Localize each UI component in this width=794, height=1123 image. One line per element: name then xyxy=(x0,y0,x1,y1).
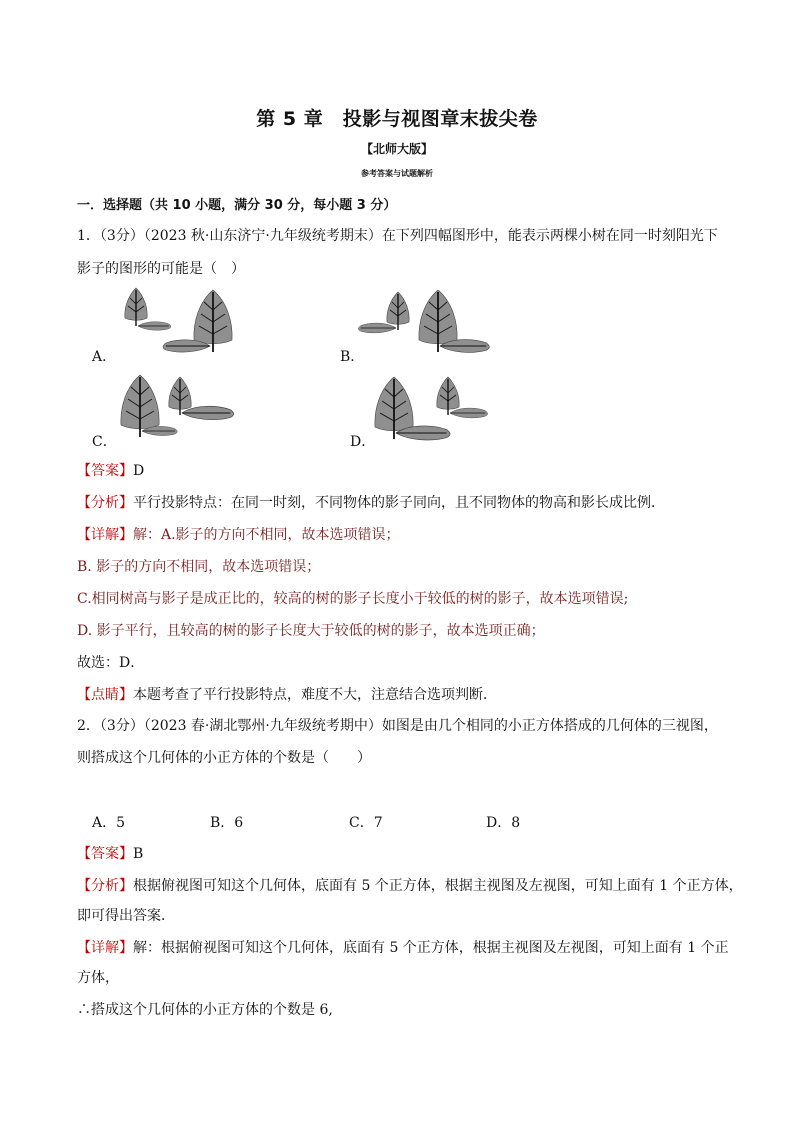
q1-answer-value: D xyxy=(133,463,145,479)
q2-analysis-line1 xyxy=(77,876,743,896)
q2-detail-line2: 方体， xyxy=(77,970,119,986)
q1-comment-tag: 【点睛】 xyxy=(77,687,133,703)
q1-option-d-figure xyxy=(360,375,510,445)
q2-option-a: A．5 xyxy=(92,815,126,831)
q2-option-d: D．8 xyxy=(486,815,521,831)
q1-number: 1． xyxy=(77,228,100,244)
q2-option-b: B．6 xyxy=(210,815,244,831)
section-heading: 一．选择题（共 10 小题，满分 30 分，每小题 3 分） xyxy=(77,198,397,213)
q2-stem-line1 xyxy=(77,716,718,736)
q1-detail-b: B. 影子的方向不相同，故本选项错误； xyxy=(77,559,321,575)
q1-detail-d: D. 影子平行，且较高的树的影子长度大于较低的树的影子，故本选项正确； xyxy=(77,623,545,639)
page-subtitle: 参考答案与试题解析 xyxy=(361,169,433,178)
q2-source: （2023 春·湖北鄂州·九年级统考期中） xyxy=(143,718,382,734)
q1-analysis-line xyxy=(77,493,665,513)
q2-answer-value: B xyxy=(133,846,144,862)
q2-detail-text1: 解：根据俯视图可知这个几何体，底面有 5 个正方体，根据主视图及左视图，可知上面有 1 个正 xyxy=(133,940,729,956)
q2-analysis-tag: 【分析】 xyxy=(77,878,133,894)
q2-answer-line xyxy=(77,844,143,864)
q1-comment-line xyxy=(77,685,497,705)
q2-answer-tag: 【答案】 xyxy=(77,846,133,862)
q2-detail-tag: 【详解】 xyxy=(77,940,133,956)
q1-option-a-figure xyxy=(118,288,268,358)
q1-option-a-label: A． xyxy=(92,349,117,365)
q1-detail-line xyxy=(77,525,400,545)
q1-source: （2023 秋·山东济宁·九年级统考期末） xyxy=(143,228,382,244)
q1-detail-a: 解：A.影子的方向不相同，故本选项错误； xyxy=(133,527,400,543)
q1-score: （3分） xyxy=(99,228,144,244)
q2-analysis-text1: 根据俯视图可知这个几何体，底面有 5 个正方体，根据主视图及左视图，可知上面有 1 个正方体， xyxy=(133,878,743,894)
q1-option-d-label: D． xyxy=(350,434,376,450)
q2-detail-line1 xyxy=(77,938,729,958)
q1-option-c-figure xyxy=(118,375,268,445)
q1-stem-line1 xyxy=(77,226,718,246)
page-title: 第 5 章 投影与视图章末拔尖卷 xyxy=(256,108,538,130)
q1-comment-text: 本题考查了平行投影特点，难度不大，注意结合选项判断． xyxy=(133,687,497,703)
q1-analysis-tag: 【分析】 xyxy=(77,495,133,511)
q1-detail-c: C.相同树高与影子是成正比的，较高的树的影子长度小于较低的树的影子，故本选项错误; xyxy=(77,591,629,607)
q1-detail-tag: 【详解】 xyxy=(77,527,133,543)
q2-stem-line2: 则搭成这个几何体的小正方体的个数是（ ） xyxy=(77,750,371,766)
q1-analysis-text: 平行投影特点：在同一时刻，不同物体的影子同向，且不同物体的物高和影长成比例． xyxy=(133,495,665,511)
q1-option-b-figure xyxy=(358,288,508,358)
q1-answer-tag: 【答案】 xyxy=(77,463,133,479)
q2-option-c: C．7 xyxy=(349,815,383,831)
q1-answer-line xyxy=(77,461,144,481)
q1-stem-line2: 影子的图形的可能是（ ） xyxy=(77,261,245,277)
q1-choice: 故选：D． xyxy=(77,655,145,671)
q2-stem-text: 如图是由几个相同的小正方体搭成的几何体的三视图， xyxy=(381,718,718,734)
q2-detail-line3: ∴搭成这个几何体的小正方体的个数是 6, xyxy=(77,1002,333,1018)
q1-option-b-label: B． xyxy=(340,349,365,365)
q2-number: 2． xyxy=(77,718,100,734)
edition-label: 【北师大版】 xyxy=(360,142,433,156)
q2-analysis-line2: 即可得出答案． xyxy=(77,908,175,924)
q2-score: （3分） xyxy=(99,718,144,734)
q1-stem-text: 在下列四幅图形中，能表示两棵小树在同一时刻阳光下 xyxy=(381,228,718,244)
q1-option-c-label: C． xyxy=(92,434,117,450)
